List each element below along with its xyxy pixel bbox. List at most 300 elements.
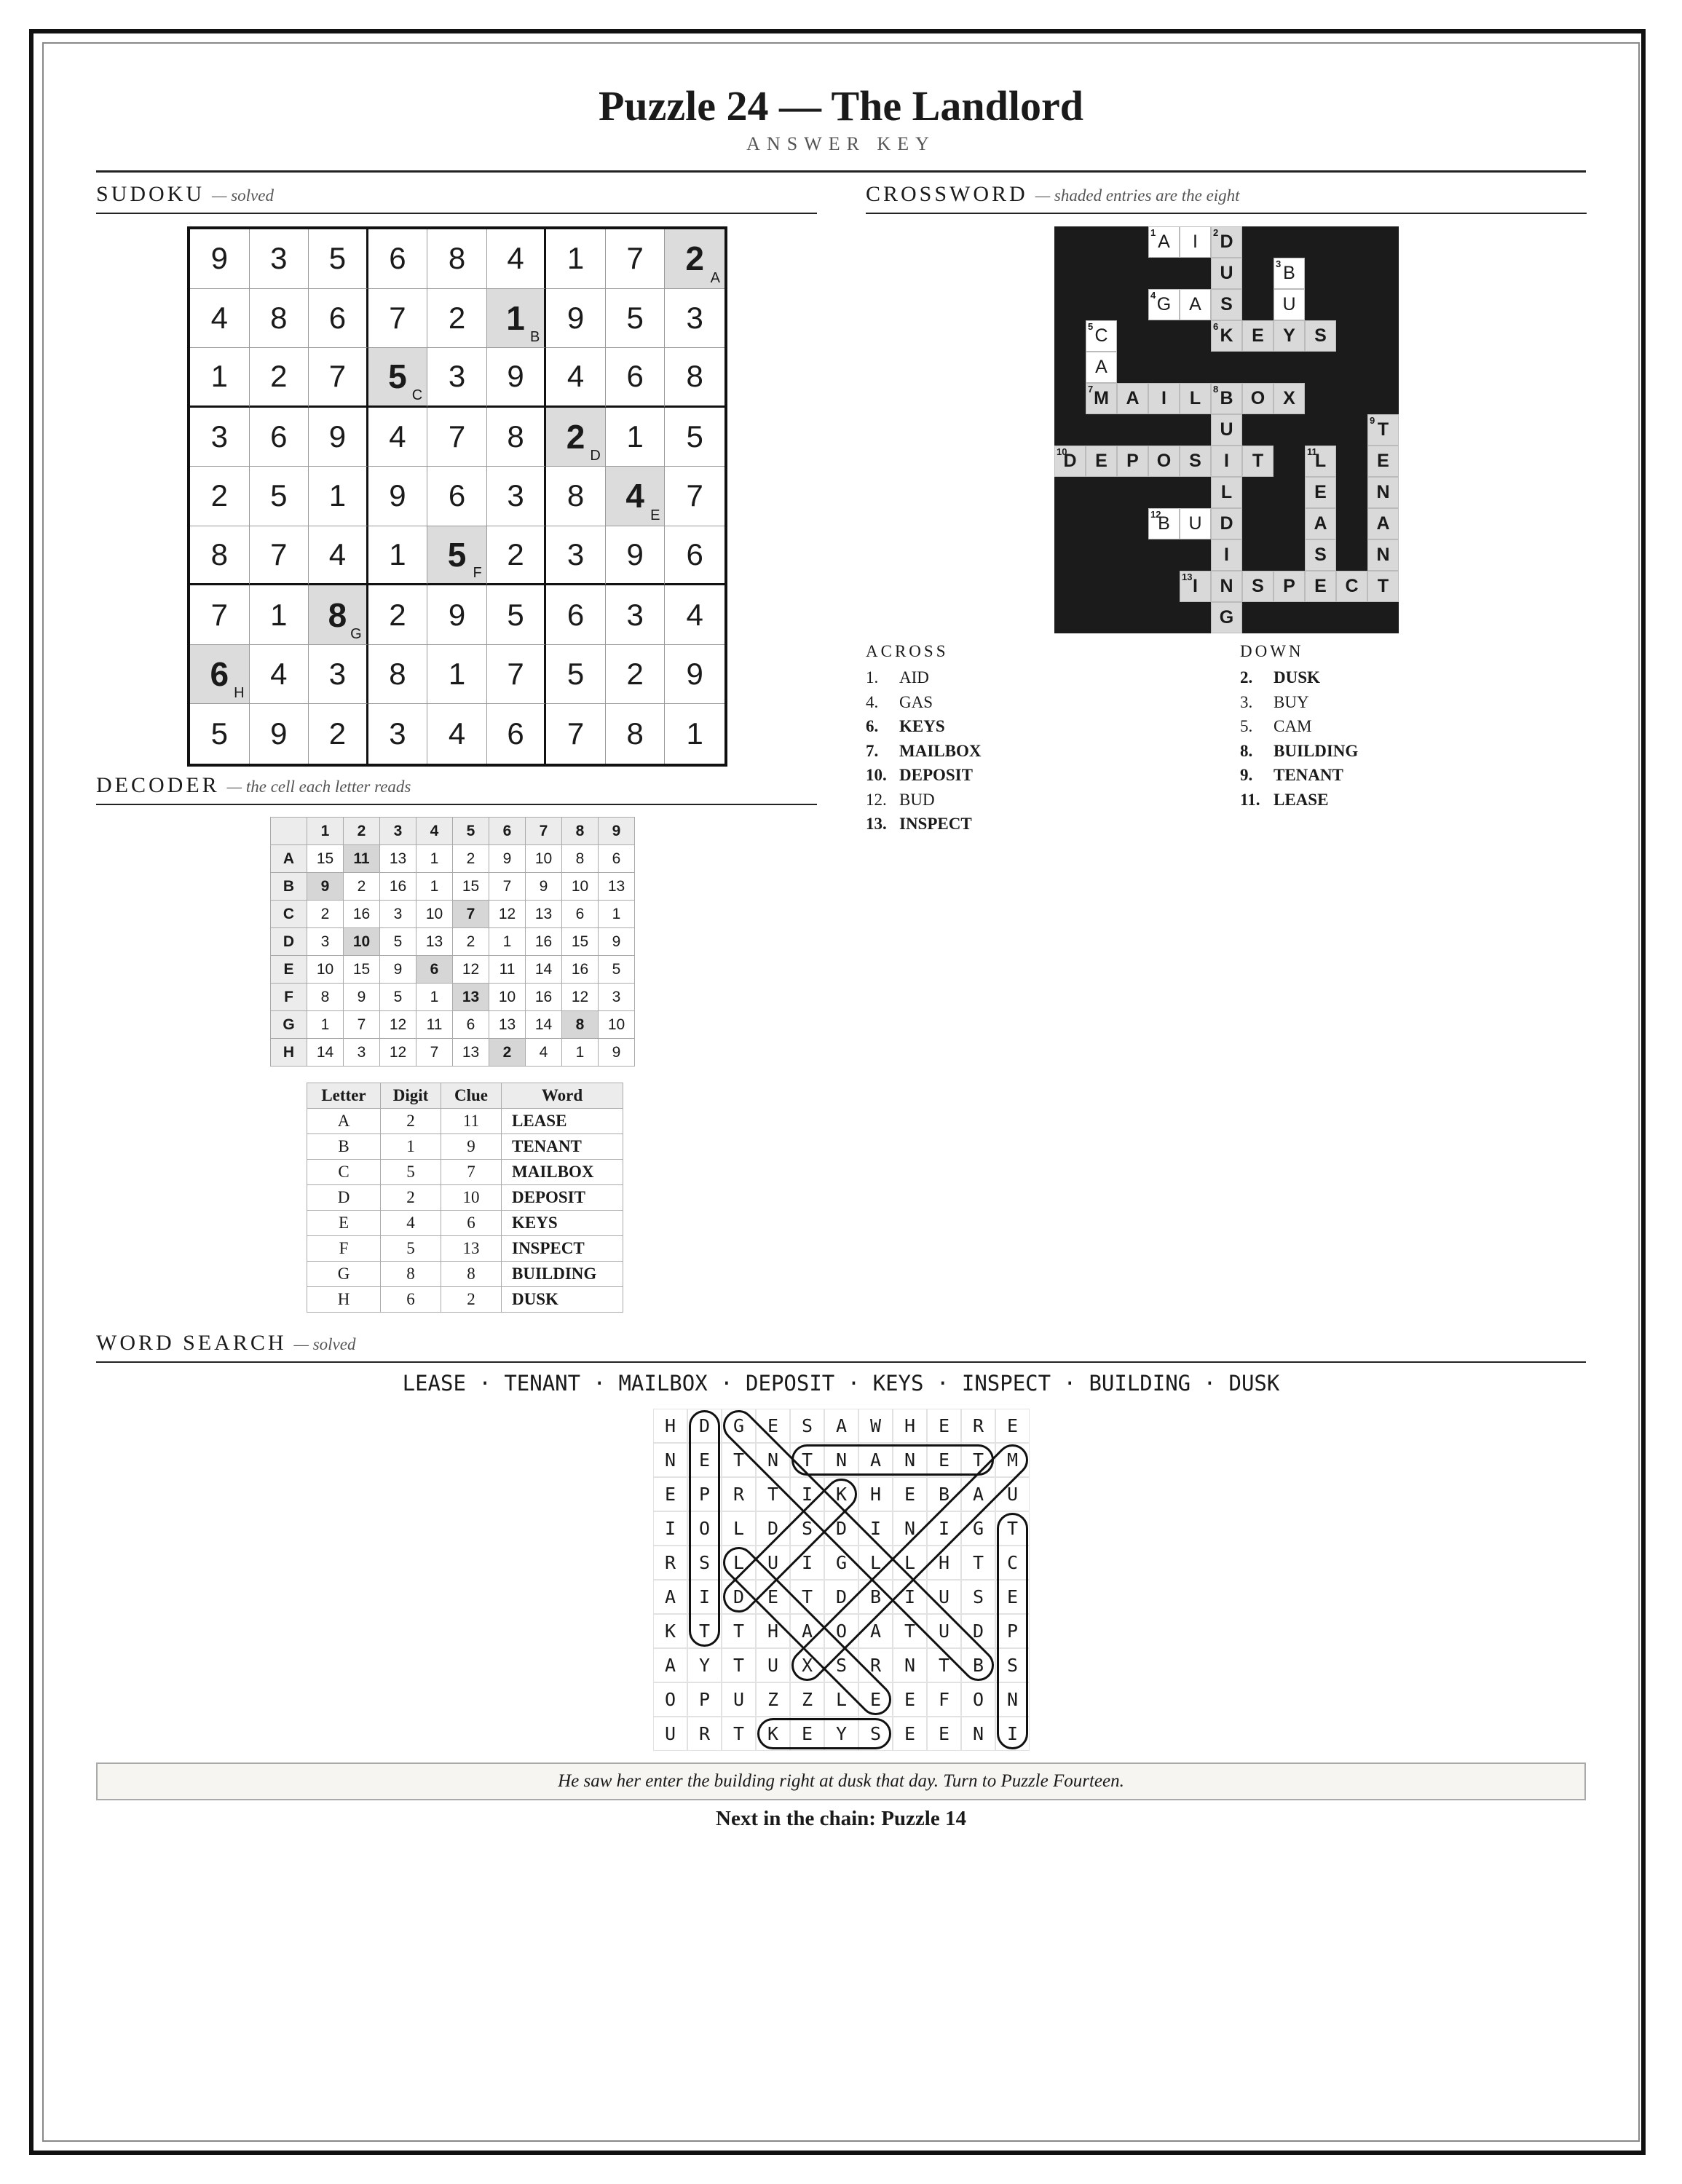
crossword-letter: A <box>1126 388 1140 408</box>
sudoku-cell <box>309 704 368 764</box>
wordsearch-cell: Z <box>790 1682 824 1717</box>
word-list: LEASE · TENANT · MAILBOX · DEPOSIT · KEYS · INSPECT · BUILDING · DUSK <box>402 1371 1280 1396</box>
sudoku-digit: 2 <box>328 716 347 751</box>
sudoku-cell <box>250 467 309 526</box>
wordsearch-cell: U <box>756 1546 790 1580</box>
mapping-clue: 13 <box>441 1236 502 1262</box>
sudoku-digit: 9 <box>686 657 703 692</box>
sudoku-digit: 7 <box>686 478 703 513</box>
sudoku-cell <box>487 229 547 289</box>
decoder-cell: 9 <box>344 984 380 1011</box>
decoder-cell: 15 <box>562 928 599 956</box>
wordsearch-grid <box>653 1409 1030 1751</box>
wordsearch-cell: T <box>790 1443 824 1477</box>
wordsearch-cell: T <box>995 1511 1030 1546</box>
sudoku-cell <box>427 408 487 467</box>
sudoku-digit: 3 <box>686 300 703 335</box>
wordsearch-cell: R <box>961 1409 995 1443</box>
crossword-cell <box>1148 226 1180 258</box>
decoder-row <box>271 956 635 984</box>
crossword-letter: B <box>1220 388 1233 408</box>
crossword-clue-number: 3 <box>1276 258 1282 269</box>
crossword-clue <box>1240 668 1320 687</box>
header-divider <box>96 170 1586 173</box>
found-word-outline-mailbox <box>786 1439 1030 1686</box>
decoder-cell: 7 <box>453 901 489 928</box>
wordsearch-cell: D <box>687 1409 722 1443</box>
wordsearch-cell: S <box>858 1717 893 1751</box>
wordsearch-cell: I <box>858 1511 893 1546</box>
mapping-letter: E <box>307 1211 381 1236</box>
wordsearch-cell: U <box>995 1477 1030 1511</box>
sudoku-cell <box>606 526 666 586</box>
sudoku-digit: 4 <box>625 477 644 515</box>
wordsearch-cell: E <box>858 1682 893 1717</box>
mapping-row <box>307 1236 623 1262</box>
sudoku-digit: 7 <box>626 241 644 276</box>
sudoku-cell <box>190 704 250 764</box>
sudoku-digit: 1 <box>448 657 466 692</box>
crossword-clue-number: 2 <box>1213 227 1219 238</box>
wordsearch-cell: M <box>995 1443 1030 1477</box>
crossword-letter: I <box>1161 388 1166 408</box>
decoder-cell: 4 <box>526 1039 562 1067</box>
mapping-word: INSPECT <box>502 1236 623 1262</box>
crossword-cell <box>1274 289 1305 320</box>
sudoku-cell <box>309 408 368 467</box>
crossword-letter: I <box>1193 576 1198 596</box>
decoder-row <box>271 873 635 901</box>
mapping-digit: 2 <box>381 1185 441 1211</box>
wordsearch-cell: E <box>893 1477 927 1511</box>
sudoku-cell <box>665 467 724 526</box>
crossword-letter: S <box>1252 576 1264 596</box>
decoder-cell: 2 <box>307 901 344 928</box>
mapping-letter: H <box>307 1287 381 1313</box>
wordsearch-cell: P <box>995 1614 1030 1648</box>
crossword-letter: D <box>1220 232 1233 252</box>
crossword-clue <box>866 717 945 736</box>
decoder-column-header: 2 <box>344 818 380 845</box>
crossword-clue <box>1240 693 1309 712</box>
crossword-letter: O <box>1156 451 1172 471</box>
clue-number: 12. <box>866 790 887 809</box>
sudoku-cell <box>606 645 666 705</box>
wordsearch-cell: A <box>858 1614 893 1648</box>
crossword-letter: A <box>1095 357 1107 377</box>
decoder-cell: 15 <box>453 873 489 901</box>
decoder-cell: 13 <box>416 928 453 956</box>
sudoku-cell <box>250 289 309 349</box>
crossword-cell <box>1180 446 1211 477</box>
crossword-cell <box>1086 320 1117 352</box>
clue-number: 9. <box>1240 766 1253 784</box>
decoder-column-header: 3 <box>380 818 416 845</box>
decoder-cell: 11 <box>416 1011 453 1039</box>
sudoku-digit: 4 <box>566 359 585 394</box>
wordsearch-note: — solved <box>293 1335 356 1353</box>
mapping-word: DEPOSIT <box>502 1185 623 1211</box>
sudoku-cell <box>427 704 487 764</box>
crossword-clue <box>866 693 933 712</box>
crossword-cell <box>1211 289 1242 320</box>
decoder-cell: 14 <box>526 1011 562 1039</box>
decoder-cell: 9 <box>526 873 562 901</box>
crossword-cell <box>1211 414 1242 446</box>
sudoku-cell <box>368 229 428 289</box>
crossword-letter: A <box>1314 513 1327 534</box>
sudoku-digit: 3 <box>389 716 406 751</box>
crossword-cell <box>1274 258 1305 289</box>
crossword-clue-number: 5 <box>1088 321 1094 332</box>
sudoku-digit: 5 <box>626 300 644 335</box>
crossword-letter: L <box>1220 482 1233 502</box>
wordsearch-cell: T <box>961 1546 995 1580</box>
crossword-letter: U <box>1282 294 1296 314</box>
wordsearch-cell: W <box>858 1409 893 1443</box>
wordsearch-cell: E <box>927 1409 961 1443</box>
crossword-letter: C <box>1345 576 1359 596</box>
wordsearch-cell: T <box>722 1648 756 1682</box>
decoder-row <box>271 984 635 1011</box>
crossword-letter: U <box>1220 419 1233 440</box>
wordsearch-cell: L <box>858 1546 893 1580</box>
sudoku-digit: 9 <box>389 478 406 513</box>
crossword-letter: N <box>1220 576 1233 596</box>
wordsearch-cell: U <box>722 1682 756 1717</box>
wordsearch-cell: H <box>927 1546 961 1580</box>
decoder-mapping-table <box>307 1083 623 1313</box>
page-title: Puzzle 24 — The Landlord <box>599 82 1083 130</box>
found-word-outlines <box>653 1409 1030 1751</box>
crossword-letter: S <box>1189 451 1201 471</box>
crossword-clue <box>1240 766 1343 785</box>
sudoku-digit: 7 <box>328 359 347 394</box>
wordsearch-heading: WORD SEARCH <box>96 1331 287 1355</box>
wordsearch-cell: O <box>653 1682 687 1717</box>
sudoku-cell <box>309 289 368 349</box>
mapping-column-header: Digit <box>381 1083 441 1109</box>
crossword-clue-number: 6 <box>1213 321 1219 332</box>
sudoku-cell <box>190 408 250 467</box>
crossword-letter: N <box>1376 482 1390 502</box>
crossword-cell <box>1367 477 1399 508</box>
crossword-letter: K <box>1220 325 1233 346</box>
decoder-row-header: B <box>271 873 307 901</box>
wordsearch-cell: K <box>824 1477 858 1511</box>
decoder-row <box>271 1039 635 1067</box>
wordsearch-cell: L <box>722 1546 756 1580</box>
sudoku-digit: 8 <box>626 716 644 751</box>
sudoku-cell <box>427 526 487 586</box>
sudoku-digit: 3 <box>507 478 524 513</box>
clue-answer: GAS <box>899 692 933 711</box>
sudoku-cell <box>309 348 368 408</box>
decoder-cell: 9 <box>307 873 344 901</box>
crossword-letter: B <box>1283 263 1295 283</box>
sudoku-cell <box>546 704 606 764</box>
sudoku-digit: 4 <box>507 241 524 276</box>
decoder-row <box>271 901 635 928</box>
sudoku-heading: SUDOKU <box>96 182 205 206</box>
decoder-cell: 1 <box>307 1011 344 1039</box>
wordsearch-cell: H <box>893 1409 927 1443</box>
mapping-letter: A <box>307 1109 381 1134</box>
wordsearch-cell: Y <box>824 1717 858 1751</box>
crossword-letter: P <box>1126 451 1139 471</box>
hidden-message: He saw her enter the building right at dusk that day. Turn to Puzzle Fourteen. <box>96 1762 1586 1800</box>
clue-answer: DEPOSIT <box>899 766 973 784</box>
decoder-row <box>271 845 635 873</box>
wordsearch-cell: B <box>961 1648 995 1682</box>
wordsearch-cell: D <box>756 1511 790 1546</box>
sudoku-digit: 2 <box>210 478 228 513</box>
sudoku-digit: 1 <box>270 597 288 632</box>
wordsearch-cell: B <box>927 1477 961 1511</box>
decoder-cell: 16 <box>344 901 380 928</box>
decoder-row-header: A <box>271 845 307 873</box>
sudoku-digit: 4 <box>210 300 228 335</box>
sudoku-cell <box>546 348 606 408</box>
clue-answer: KEYS <box>899 717 945 735</box>
decoder-header <box>96 773 817 805</box>
crossword-clue-number: 7 <box>1088 384 1094 395</box>
crossword-clue <box>866 791 935 810</box>
crossword-letter: N <box>1376 545 1390 565</box>
wordsearch-cell: L <box>824 1682 858 1717</box>
crossword-cell <box>1242 383 1274 414</box>
wordsearch-cell: R <box>858 1648 893 1682</box>
crossword-letter: A <box>1158 232 1170 252</box>
crossword-cell <box>1367 539 1399 571</box>
mapping-word: BUILDING <box>502 1262 623 1287</box>
mapping-digit: 4 <box>381 1211 441 1236</box>
sudoku-cell <box>427 348 487 408</box>
sudoku-cell <box>368 585 428 645</box>
mapping-letter: F <box>307 1236 381 1262</box>
decoder-cell: 2 <box>453 928 489 956</box>
crossword-cell <box>1211 446 1242 477</box>
sudoku-cell-letter: G <box>350 625 362 642</box>
decoder-cell: 13 <box>526 901 562 928</box>
decoder-cell: 2 <box>344 873 380 901</box>
crossword-clue <box>866 742 981 761</box>
clue-number: 5. <box>1240 717 1253 735</box>
wordsearch-cell: G <box>961 1511 995 1546</box>
decoder-cell: 12 <box>380 1011 416 1039</box>
sudoku-digit: 7 <box>448 419 466 454</box>
wordsearch-cell: E <box>893 1717 927 1751</box>
decoder-cell: 13 <box>599 873 635 901</box>
crossword-letter: I <box>1193 232 1198 252</box>
wordsearch-cell: T <box>722 1717 756 1751</box>
sudoku-cell <box>606 348 666 408</box>
sudoku-digit: 9 <box>566 300 585 335</box>
sudoku-digit: 2 <box>389 597 406 632</box>
crossword-cell <box>1305 446 1336 477</box>
sudoku-cell <box>250 585 309 645</box>
wordsearch-cell: A <box>858 1443 893 1477</box>
wordsearch-cell: A <box>653 1648 687 1682</box>
sudoku-cell <box>190 645 250 705</box>
wordsearch-cell: I <box>790 1477 824 1511</box>
decoder-cell: 10 <box>599 1011 635 1039</box>
crossword-clue-number: 4 <box>1150 290 1156 301</box>
sudoku-header <box>96 182 817 214</box>
crossword-letter: T <box>1252 451 1264 471</box>
decoder-column-header: 5 <box>453 818 489 845</box>
sudoku-cell <box>309 229 368 289</box>
sudoku-cell <box>665 289 724 349</box>
sudoku-cell <box>487 645 547 705</box>
decoder-column-header: 7 <box>526 818 562 845</box>
wordsearch-cell: R <box>687 1717 722 1751</box>
sudoku-digit: 5 <box>270 478 288 513</box>
wordsearch-cell: H <box>858 1477 893 1511</box>
clue-answer: LEASE <box>1274 790 1329 809</box>
decoder-cell: 16 <box>562 956 599 984</box>
mapping-word: LEASE <box>502 1109 623 1134</box>
sudoku-cell <box>606 289 666 349</box>
sudoku-cell <box>487 348 547 408</box>
crossword-cell <box>1211 477 1242 508</box>
sudoku-digit: 7 <box>566 716 585 751</box>
crossword-cell <box>1242 320 1274 352</box>
decoder-cell: 11 <box>489 956 526 984</box>
wordsearch-cell: N <box>893 1648 927 1682</box>
crossword-letter: E <box>1252 325 1264 346</box>
sudoku-cell <box>487 408 547 467</box>
crossword-clue-number: 10 <box>1057 446 1067 457</box>
sudoku-digit: 3 <box>328 657 347 692</box>
crossword-letter: L <box>1314 451 1327 471</box>
crossword-cell <box>1305 508 1336 539</box>
sudoku-cell <box>665 585 724 645</box>
sudoku-cell <box>546 289 606 349</box>
decoder-cell: 3 <box>599 984 635 1011</box>
found-word-outline-tenant <box>793 1446 993 1475</box>
sudoku-digit: 8 <box>507 419 524 454</box>
wordsearch-cell: E <box>995 1580 1030 1614</box>
clue-number: 6. <box>866 717 879 735</box>
decoder-cell: 3 <box>307 928 344 956</box>
crossword-cell <box>1211 508 1242 539</box>
decoder-cell: 13 <box>453 984 489 1011</box>
decoder-cell: 1 <box>416 845 453 873</box>
wordsearch-cell: U <box>927 1614 961 1648</box>
sudoku-cell-letter: B <box>529 329 540 346</box>
decoder-cell: 12 <box>562 984 599 1011</box>
decoder-cell: 9 <box>599 1039 635 1067</box>
wordsearch-cell: I <box>893 1580 927 1614</box>
sudoku-digit: 5 <box>328 241 347 276</box>
crossword-clue-number: 8 <box>1213 384 1219 395</box>
found-word-outline-inspect <box>998 1514 1027 1749</box>
sudoku-digit: 6 <box>448 478 466 513</box>
crossword-cell <box>1180 226 1211 258</box>
sudoku-cell-letter: F <box>473 565 482 582</box>
wordsearch-cell: T <box>722 1443 756 1477</box>
sudoku-digit: 7 <box>270 537 288 572</box>
sudoku-cell-letter: C <box>411 387 423 403</box>
decoder-cell: 9 <box>489 845 526 873</box>
crossword-cell <box>1211 258 1242 289</box>
sudoku-cell <box>665 704 724 764</box>
wordsearch-cell: A <box>824 1409 858 1443</box>
decoder-cell: 1 <box>416 873 453 901</box>
decoder-cell: 1 <box>562 1039 599 1067</box>
sudoku-cell <box>546 526 606 586</box>
sudoku-digit: 6 <box>626 359 644 394</box>
wordsearch-cell: K <box>756 1717 790 1751</box>
crossword-letter: D <box>1063 451 1077 471</box>
decoder-corner <box>271 818 307 845</box>
sudoku-digit: 5 <box>210 716 228 751</box>
crossword-letter: G <box>1219 607 1234 628</box>
crossword-grid <box>1054 226 1399 633</box>
crossword-letter: P <box>1283 576 1295 596</box>
wordsearch-cell: E <box>687 1443 722 1477</box>
wordsearch-cell: P <box>687 1682 722 1717</box>
crossword-heading: CROSSWORD <box>866 182 1028 206</box>
sudoku-cell <box>487 585 547 645</box>
sudoku-cell <box>250 408 309 467</box>
decoder-cell: 6 <box>416 956 453 984</box>
crossword-cell <box>1180 508 1211 539</box>
mapping-row <box>307 1109 623 1134</box>
sudoku-cell <box>190 348 250 408</box>
crossword-cell <box>1148 289 1180 320</box>
crossword-cell <box>1274 571 1305 602</box>
wordsearch-cell: S <box>790 1409 824 1443</box>
decoder-note: — the cell each letter reads <box>226 778 411 796</box>
sudoku-digit: 6 <box>328 300 347 335</box>
sudoku-digit: 8 <box>389 657 406 692</box>
sudoku-cell <box>309 467 368 526</box>
clue-answer: DUSK <box>1274 668 1320 687</box>
wordsearch-cell: A <box>961 1477 995 1511</box>
decoder-cell: 12 <box>380 1039 416 1067</box>
mapping-row <box>307 1134 623 1160</box>
sudoku-cell <box>190 526 250 586</box>
decoder-cell: 16 <box>526 928 562 956</box>
sudoku-cell <box>427 585 487 645</box>
sudoku-cell <box>606 585 666 645</box>
decoder-cell: 15 <box>344 956 380 984</box>
crossword-cell <box>1211 320 1242 352</box>
wordsearch-cell: I <box>653 1511 687 1546</box>
sudoku-cell <box>606 467 666 526</box>
crossword-letter: U <box>1220 263 1233 283</box>
sudoku-digit: 2 <box>685 240 705 278</box>
decoder-column-header: 8 <box>562 818 599 845</box>
page-subtitle: ANSWER KEY <box>746 133 936 154</box>
mapping-digit: 2 <box>381 1109 441 1134</box>
wordsearch-cell: T <box>790 1580 824 1614</box>
decoder-cell: 12 <box>489 901 526 928</box>
crossword-cell <box>1180 383 1211 414</box>
crossword-letter: X <box>1283 388 1295 408</box>
crossword-clue-number: 11 <box>1307 446 1317 457</box>
sudoku-digit: 2 <box>270 359 288 394</box>
clue-number: 3. <box>1240 692 1253 711</box>
wordsearch-cell: X <box>790 1648 824 1682</box>
crossword-cell <box>1274 383 1305 414</box>
sudoku-digit: 6 <box>566 597 585 632</box>
decoder-row-header: H <box>271 1039 307 1067</box>
sudoku-cell <box>487 467 547 526</box>
crossword-cell <box>1086 352 1117 383</box>
